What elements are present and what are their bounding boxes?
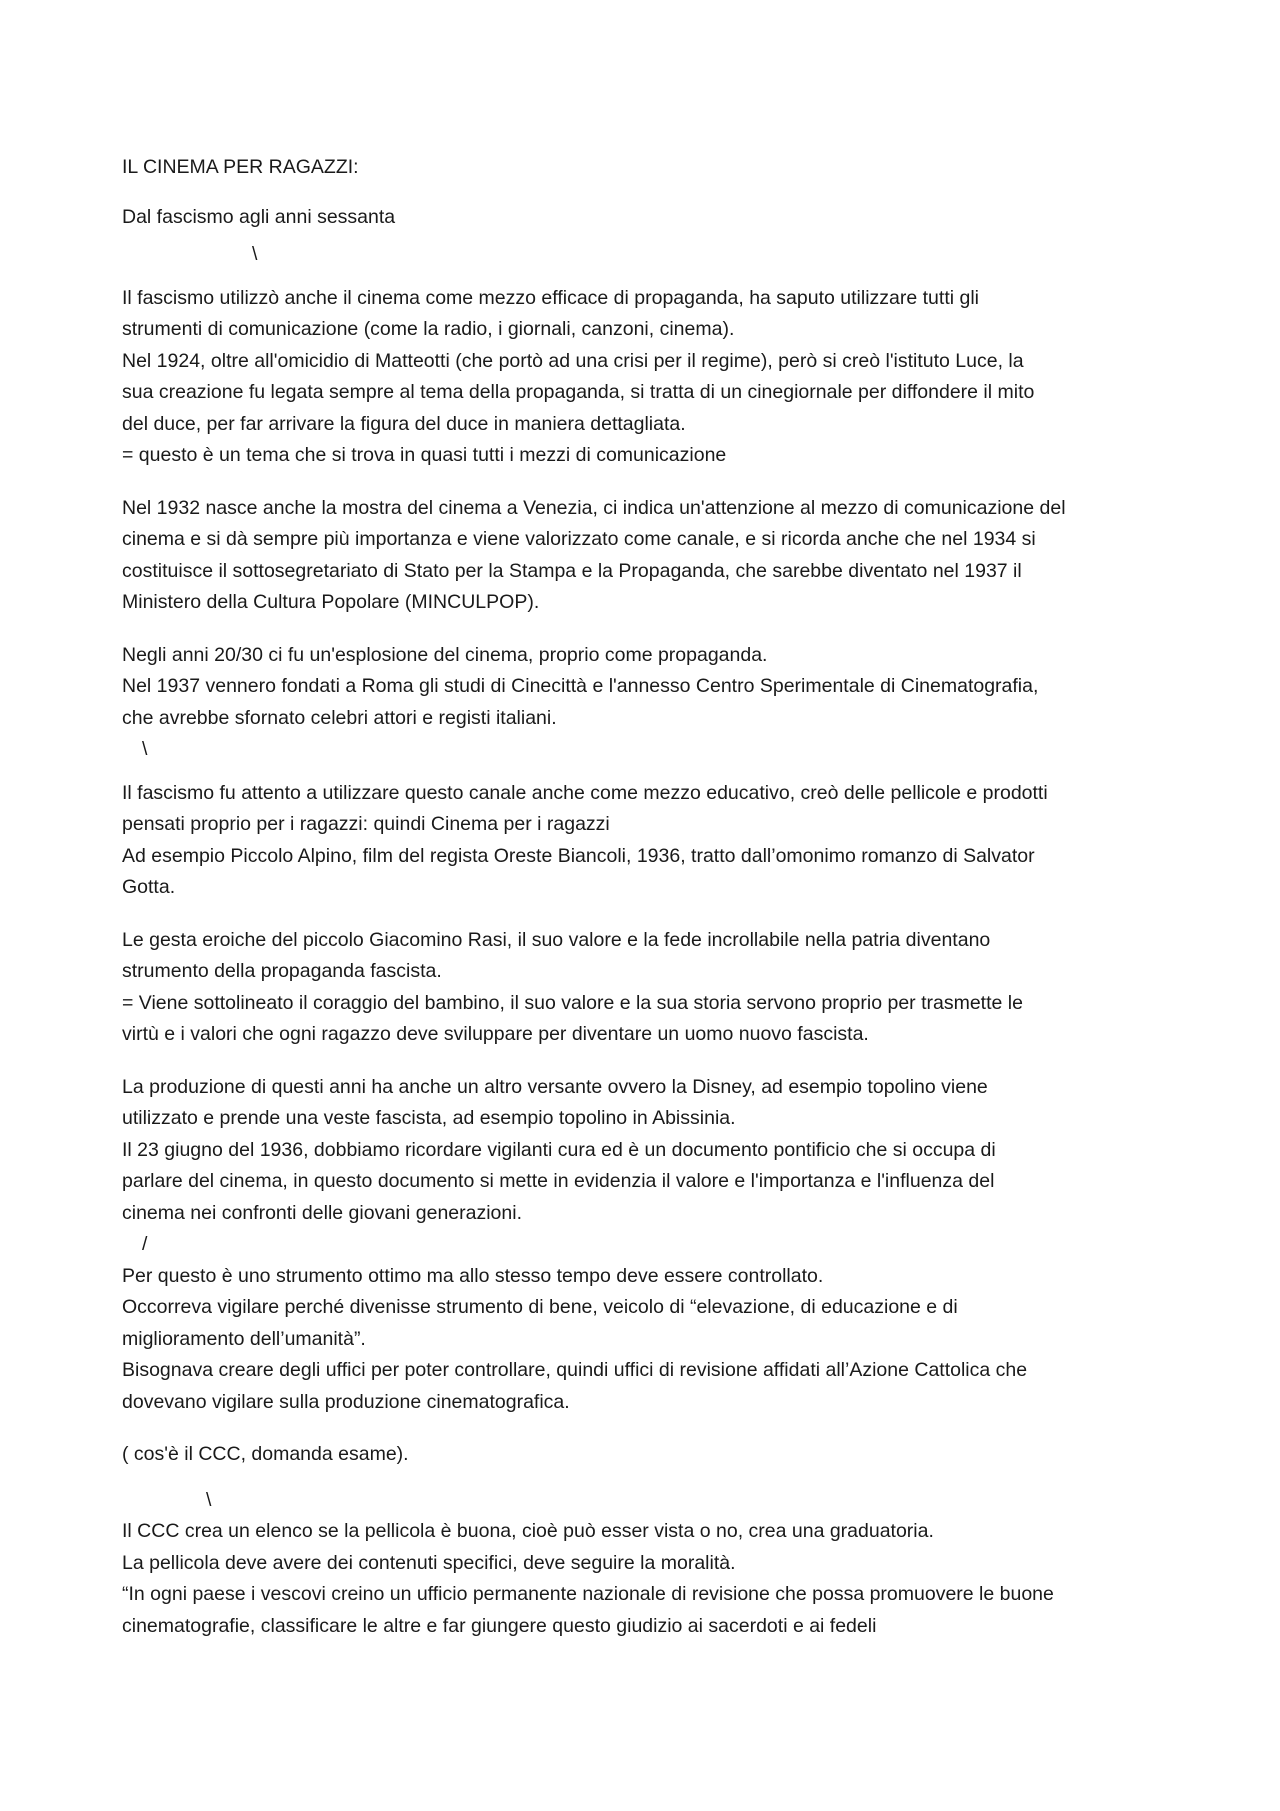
paragraph-2 bbox=[122, 493, 1182, 619]
paragraph-4 bbox=[122, 778, 1182, 904]
paragraph-line: Bisognava creare degli uffici per poter controllare, quindi uffici di revisione affidati all’Azione Cattolica che bbox=[122, 1359, 1028, 1381]
paragraph-line: Negli anni 20/30 ci fu un'esplosione del cinema, proprio come propaganda. bbox=[122, 643, 768, 666]
paragraph-line: cinema e si dà sempre più importanza e viene valorizzato come canale, e si ricorda anche che nel 1934 si bbox=[122, 528, 1036, 550]
arrow-mark-3: / bbox=[142, 1233, 148, 1255]
paragraph-line: strumenti di comunicazione (come la radio, i giornali, canzoni, cinema). bbox=[122, 318, 735, 340]
paragraph-6 bbox=[122, 1072, 1182, 1230]
paragraph-line: dovevano vigilare sulla produzione cinematografica. bbox=[122, 1390, 570, 1413]
paragraph-line: Nel 1924, oltre all'omicidio di Matteotti (che portò ad una crisi per il regime), però si creò l'istituto Luce, la bbox=[122, 349, 1024, 372]
paragraph-9 bbox=[122, 1516, 1182, 1642]
paragraph-line: virtù e i valori che ogni ragazzo deve sviluppare per diventare un uomo nuovo fascista. bbox=[122, 1023, 869, 1045]
paragraph-line: Le gesta eroiche del piccolo Giacomino Rasi, il suo valore e la fede incrollabile nella patria diventano bbox=[122, 928, 991, 951]
paragraph-line: parlare del cinema, in questo documento si mette in evidenzia il valore e l'importanza e l'influenza del bbox=[122, 1170, 995, 1192]
exam-question: ( cos'è il CCC, domanda esame). bbox=[122, 1443, 409, 1465]
paragraph-line: del duce, per far arrivare la figura del duce in maniera dettagliata. bbox=[122, 412, 686, 435]
paragraph-3 bbox=[122, 640, 1182, 735]
doc-subtitle: Dal fascismo agli anni sessanta bbox=[122, 205, 396, 228]
paragraph-line: miglioramento dell’umanità”. bbox=[122, 1327, 366, 1350]
paragraph-line: Ministero della Cultura Popolare (MINCULPOP). bbox=[122, 591, 540, 613]
paragraph-line: La produzione di questi anni ha anche un altro versante ovvero la Disney, ad esempio topolino viene bbox=[122, 1075, 988, 1098]
paragraph-line: Gotta. bbox=[122, 876, 176, 898]
arrow-mark-2: \ bbox=[142, 738, 148, 760]
paragraph-line: = Viene sottolineato il coraggio del bambino, il suo valore e la sua storia servono proprio per trasmette le bbox=[122, 991, 1023, 1014]
paragraph-line: Il fascismo utilizzò anche il cinema come mezzo efficace di propaganda, ha saputo utilizzare tutti gli bbox=[122, 286, 979, 309]
paragraph-line: utilizzato e prende una veste fascista, ad esempio topolino in Abissinia. bbox=[122, 1107, 736, 1129]
arrow-mark-1: \ bbox=[252, 243, 258, 265]
paragraph-line: La pellicola deve avere dei contenuti specifici, deve seguire la moralità. bbox=[122, 1551, 736, 1574]
paragraph-line: cinema nei confronti delle giovani generazioni. bbox=[122, 1201, 522, 1224]
paragraph-line: “In ogni paese i vescovi creino un ufficio permanente nazionale di revisione che possa promuovere le buone bbox=[122, 1583, 1054, 1605]
paragraph-line: = questo è un tema che si trova in quasi tutti i mezzi di comunicazione bbox=[122, 444, 727, 466]
paragraph-line: Per questo è uno strumento ottimo ma allo stesso tempo deve essere controllato. bbox=[122, 1264, 824, 1287]
paragraph-line: sua creazione fu legata sempre al tema della propaganda, si tratta di un cinegiornale per diffondere il mito bbox=[122, 381, 1035, 403]
paragraph-line: Nel 1937 vennero fondati a Roma gli studi di Cinecittà e l'annesso Centro Sperimentale di Cinematografia, bbox=[122, 675, 1039, 697]
document-page bbox=[122, 152, 1182, 1642]
paragraph-7 bbox=[122, 1261, 1182, 1419]
paragraph-5 bbox=[122, 925, 1182, 1051]
paragraph-line: che avrebbe sfornato celebri attori e registi italiani. bbox=[122, 706, 557, 729]
paragraph-line: Il fascismo fu attento a utilizzare questo canale anche come mezzo educativo, creò delle pellicole e prodotti bbox=[122, 781, 1048, 804]
paragraph-line: Nel 1932 nasce anche la mostra del cinema a Venezia, ci indica un'attenzione al mezzo di comunicazione del bbox=[122, 496, 1066, 519]
paragraph-line: pensati proprio per i ragazzi: quindi Cinema per i ragazzi bbox=[122, 813, 610, 835]
paragraph-line: Il 23 giugno del 1936, dobbiamo ricordare vigilanti cura ed è un documento pontificio che si occupa di bbox=[122, 1138, 996, 1161]
paragraph-line: costituisce il sottosegretariato di Stato per la Stampa e la Propaganda, che sarebbe diventato nel 1937 il bbox=[122, 559, 1022, 582]
paragraph-line: cinematografie, classificare le altre e far giungere questo giudizio ai sacerdoti e ai fedeli bbox=[122, 1614, 877, 1637]
doc-title: IL CINEMA PER RAGAZZI: bbox=[122, 156, 359, 178]
paragraph-1 bbox=[122, 283, 1182, 472]
paragraph-line: strumento della propaganda fascista. bbox=[122, 960, 442, 982]
arrow-mark-4: \ bbox=[206, 1488, 212, 1511]
paragraph-line: Il CCC crea un elenco se la pellicola è buona, cioè può esser vista o no, crea una graduatoria. bbox=[122, 1520, 934, 1542]
paragraph-line: Occorreva vigilare perché divenisse strumento di bene, veicolo di “elevazione, di educazione e di bbox=[122, 1296, 958, 1318]
paragraph-line: Ad esempio Piccolo Alpino, film del regista Oreste Biancoli, 1936, tratto dall’omonimo romanzo di Salvator bbox=[122, 844, 1035, 867]
